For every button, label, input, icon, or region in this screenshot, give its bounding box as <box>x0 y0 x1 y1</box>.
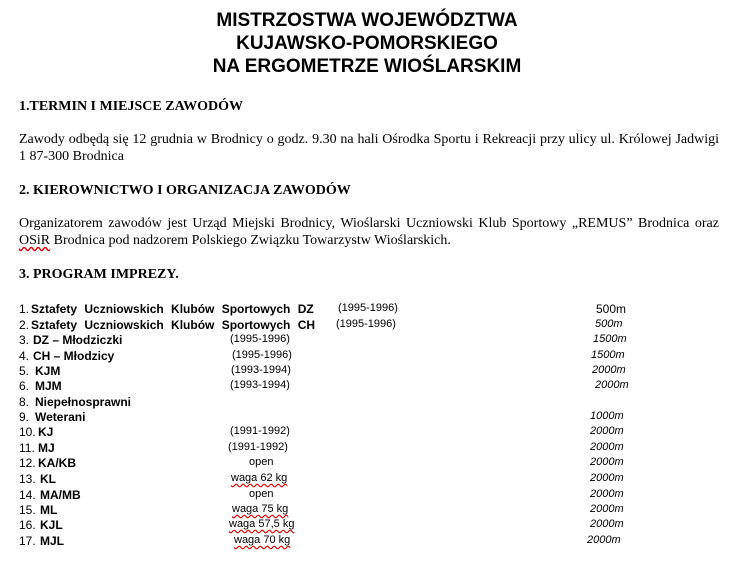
program-item-distance: 1500m <box>591 349 625 361</box>
program-item-number: 3. <box>19 333 30 347</box>
program-item-name: MA/MB <box>40 488 81 502</box>
section-2-text <box>19 215 719 249</box>
section-2-heading: 2. KIEROWNICTWO I ORGANIZACJA ZAWODÓW <box>19 183 351 198</box>
program-item <box>0 425 734 440</box>
program-item-distance: 1000m <box>590 410 624 422</box>
program-item <box>0 333 734 348</box>
program-item-years: (1993-1994) <box>231 364 291 376</box>
program-item-name: KJL <box>40 518 63 532</box>
program-item-name: MJL <box>40 534 64 548</box>
section-3-heading: 3. PROGRAM IMPREZY. <box>19 267 179 282</box>
title-line-2: KUJAWSKO-POMORSKIEGO <box>236 33 498 54</box>
program-item-number: 9. <box>19 410 30 424</box>
title-line-3: NA ERGOMETRZE WIOŚLARSKIM <box>212 56 522 77</box>
program-item-distance: 500m <box>596 302 627 316</box>
program-item <box>0 441 734 456</box>
program-item-number: 1. <box>19 302 30 316</box>
program-item <box>0 503 734 518</box>
program-item-years: (1995-1996) <box>230 333 290 345</box>
program-item-number: 16. <box>19 518 36 532</box>
program-item <box>0 472 734 487</box>
section-2-text-part-1: Organizatorem zawodów jest Urząd Miejski Brodnicy, Wioślarski Uczniowski Klub Sportowy „REMUS” Brodnica oraz <box>19 216 719 231</box>
program-item <box>0 518 734 533</box>
program-item-name: MJ <box>38 441 55 455</box>
program-item-years: (1995-1996) <box>336 318 396 330</box>
program-item <box>0 318 734 333</box>
program-item-number: 13. <box>19 472 36 486</box>
program-item-distance: 2000m <box>592 364 626 376</box>
program-item <box>0 302 734 317</box>
program-item <box>0 456 734 471</box>
program-item-distance: 500m <box>595 318 623 330</box>
program-item-name: ML <box>40 503 58 517</box>
program-item-years: (1991-1992) <box>230 425 290 437</box>
program-item-distance: 2000m <box>595 379 629 391</box>
program-item-name: KA/KB <box>38 456 76 470</box>
program-item-years: (1995-1996) <box>338 302 398 314</box>
program-item-name: KL <box>40 472 56 486</box>
osir-word: OSiR <box>19 233 51 248</box>
program-item-name: MJM <box>35 379 62 393</box>
program-item-years: waga 57,5 kg <box>229 518 295 530</box>
program-item-years: waga 62 kg <box>231 472 288 484</box>
program-item-distance: 1500m <box>593 333 627 345</box>
program-item-number: 12. <box>19 456 36 470</box>
program-item-years: (1995-1996) <box>232 349 292 361</box>
program-item-number: 6. <box>19 379 30 393</box>
program-item-number: 5. <box>19 364 30 378</box>
program-item <box>0 410 734 425</box>
document-title <box>0 9 734 78</box>
program-item-number: 11. <box>19 441 35 455</box>
program-item-name: Niepełnosprawni <box>35 395 132 409</box>
program-item-distance: 2000m <box>590 441 624 453</box>
program-item-name: Sztafety Uczniowskich Klubów Sportowych CH <box>31 318 316 332</box>
program-item-distance: 2000m <box>590 503 624 515</box>
program-item <box>0 534 734 549</box>
program-item-years: waga 70 kg <box>234 534 291 546</box>
program-item-years: (1991-1992) <box>228 441 288 453</box>
program-item-distance: 2000m <box>590 456 624 468</box>
program-item-number: 2. <box>19 318 30 332</box>
program-item-number: 14. <box>19 488 36 502</box>
program-item-name: DZ – Młodziczki <box>33 333 123 347</box>
program-item-number: 8. <box>19 395 30 409</box>
section-1-text: Zawody odbędą się 12 grudnia w Brodnicy o godz. 9.30 na hali Ośrodka Sportu i Rekreacji przy ulicy ul. Królowej Jadwigi 1 87-300 Brodnica <box>19 132 719 164</box>
program-item <box>0 488 734 503</box>
program-item-name: CH – Młodzicy <box>33 349 115 363</box>
program-item-name: KJ <box>38 425 54 439</box>
program-item-number: 10. <box>19 425 36 439</box>
program-item-distance: 2000m <box>590 518 624 530</box>
program-item-distance: 2000m <box>590 425 624 437</box>
program-item-number: 17. <box>19 534 36 548</box>
program-item <box>0 395 734 410</box>
section-1-heading: 1.TERMIN I MIEJSCE ZAWODÓW <box>19 99 244 114</box>
program-item-name: Sztafety Uczniowskich Klubów Sportowych DZ <box>31 302 314 316</box>
section-2-text-part-2: Brodnica pod nadzorem Polskiego Związku Towarzystw Wioślarskich. <box>50 233 451 248</box>
program-item-distance: 2000m <box>590 472 624 484</box>
program-item-years: open <box>249 456 274 468</box>
program-item <box>0 364 734 379</box>
program-item-number: 4. <box>19 349 30 363</box>
program-item-years: waga 75 kg <box>232 503 289 515</box>
program-item <box>0 379 734 394</box>
program-item-name: Weterani <box>35 410 86 424</box>
title-line-1: MISTRZOSTWA WOJEWÓDZTWA <box>216 10 518 31</box>
program-item-name: KJM <box>35 364 61 378</box>
program-item-years: open <box>249 488 274 500</box>
program-item-number: 15. <box>19 503 36 517</box>
program-item-distance: 2000m <box>587 534 621 546</box>
program-item-years: (1993-1994) <box>230 379 290 391</box>
program-item-distance: 2000m <box>590 488 624 500</box>
program-item <box>0 349 734 364</box>
